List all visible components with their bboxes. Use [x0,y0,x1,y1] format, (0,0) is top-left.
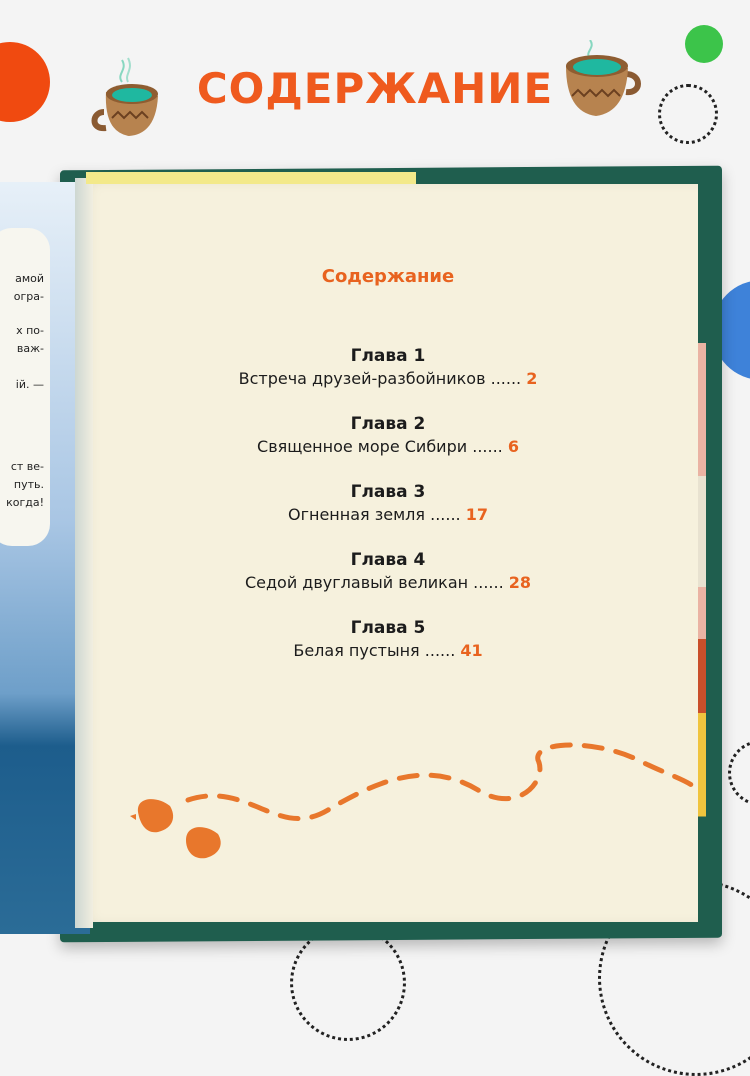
bubble-text-line: ій. — [15,378,44,391]
bubble-text-line: х по- [16,324,44,337]
chapter-page: 6 [507,437,519,456]
decor-dotted-circle [658,84,718,144]
speech-bubble [0,228,50,546]
chapter-line [78,368,698,390]
chapter-leader: ...... [490,369,522,388]
chapter-leader: ...... [424,641,456,660]
decor-dotted-circle [728,740,750,806]
chapter-page: 17 [465,505,488,524]
bubble-text-line: важ- [16,342,44,355]
chapter-number: Глава 1 [350,346,426,366]
decor-dotted-circle [290,925,406,1041]
chapter-line [78,640,698,662]
chapter-title: Белая пустыня [293,641,420,660]
toc-entry[interactable] [78,480,698,526]
chapter-number: Глава 3 [350,482,426,502]
toc-entry[interactable] [78,412,698,458]
toc-title: Содержание [321,266,455,287]
bubble-text-line: амой [15,272,44,285]
bubble-text-line: ст ве- [10,460,44,473]
decor-circle-green [685,25,723,63]
book-top-strip [86,172,416,184]
bubble-text-line: когда! [6,496,44,509]
chapter-page: 41 [460,641,483,660]
chapter-leader: ...... [472,437,503,456]
toc-entry[interactable] [78,548,698,594]
bubble-text-line: огра- [13,290,44,303]
chapter-line [78,572,698,594]
chapter-number: Глава 5 [350,618,426,638]
chapter-leader: ...... [473,573,504,592]
bubble-text-line: путь. [13,478,44,491]
decor-circle-red [0,42,50,122]
chapter-leader: ...... [430,505,461,524]
chapter-page: 28 [508,573,532,592]
chapter-number: Глава 2 [350,414,426,434]
chapter-number: Глава 4 [350,550,426,570]
chapter-title: Встреча друзей-разбойников [238,369,486,388]
chapter-title: Священное море Сибири [257,437,468,456]
chapter-title: Седой двуглавый великан [244,573,469,592]
chapter-line [78,436,698,458]
chapter-line [78,504,698,526]
chapter-title: Огненная земля [288,505,426,524]
footprint-icon [186,827,221,858]
chapter-page: 2 [526,369,538,388]
footprint-icon [130,799,173,832]
toc-entry[interactable] [78,616,698,662]
footprint-trail [78,720,698,880]
toc-entry[interactable] [78,344,698,390]
table-of-contents [78,344,698,684]
page-heading: СОДЕРЖАНИЕ [196,64,554,113]
